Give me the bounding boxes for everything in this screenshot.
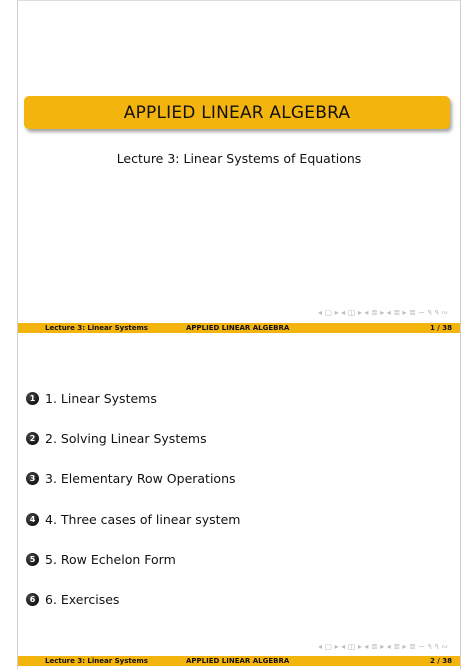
toc-label: 5. Row Echelon Form <box>45 551 176 567</box>
number-ball-icon: 3 <box>26 472 39 485</box>
footer-page-number: 2 / 38 <box>429 657 452 665</box>
toc-item-exercises[interactable] <box>26 579 240 619</box>
toc-item-solving-linear-systems[interactable] <box>26 418 240 458</box>
footer-course-title: APPLIED LINEAR ALGEBRA <box>186 657 290 665</box>
table-of-contents <box>26 378 240 620</box>
toc-label: 1. Linear Systems <box>45 390 157 406</box>
number-ball-icon: 5 <box>26 553 39 566</box>
footer-short-title: Lecture 3: Linear Systems <box>45 657 148 665</box>
toc-item-linear-systems[interactable] <box>26 378 240 418</box>
number-ball-icon: 1 <box>26 392 39 405</box>
footer-short-title: Lecture 3: Linear Systems <box>45 324 148 332</box>
slide-footer <box>18 656 460 666</box>
slide-footer <box>18 323 460 333</box>
toc-label: 4. Three cases of linear system <box>45 511 241 527</box>
lecture-subtitle: Lecture 3: Linear Systems of Equations <box>116 151 362 166</box>
toc-item-row-echelon-form[interactable] <box>26 539 240 579</box>
beamer-navigation-icons[interactable]: ◂ ▢ ▸ ◂ ◫ ▸ ◂ ≣ ▸ ◂ ≣ ▸ ≣ ∽ ۹ ۹ ∾ <box>317 308 448 317</box>
toc-item-three-cases[interactable] <box>26 499 240 539</box>
number-ball-icon: 6 <box>26 593 39 606</box>
slide-1 <box>17 0 461 334</box>
beamer-navigation-icons[interactable]: ◂ ▢ ▸ ◂ ◫ ▸ ◂ ≣ ▸ ◂ ≣ ▸ ≣ ∽ ۹ ۹ ∾ <box>317 642 448 651</box>
toc-label: 3. Elementary Row Operations <box>45 471 236 487</box>
number-ball-icon: 4 <box>26 513 39 526</box>
footer-course-title: APPLIED LINEAR ALGEBRA <box>186 324 290 332</box>
title-block <box>24 96 450 129</box>
toc-label: 6. Exercises <box>45 592 120 608</box>
slide-2 <box>17 334 461 669</box>
number-ball-icon: 2 <box>26 432 39 445</box>
toc-label: 2. Solving Linear Systems <box>45 430 207 446</box>
footer-page-number: 1 / 38 <box>429 324 452 332</box>
presentation-title: APPLIED LINEAR ALGEBRA <box>123 102 351 123</box>
toc-item-elementary-row-operations[interactable] <box>26 459 240 499</box>
